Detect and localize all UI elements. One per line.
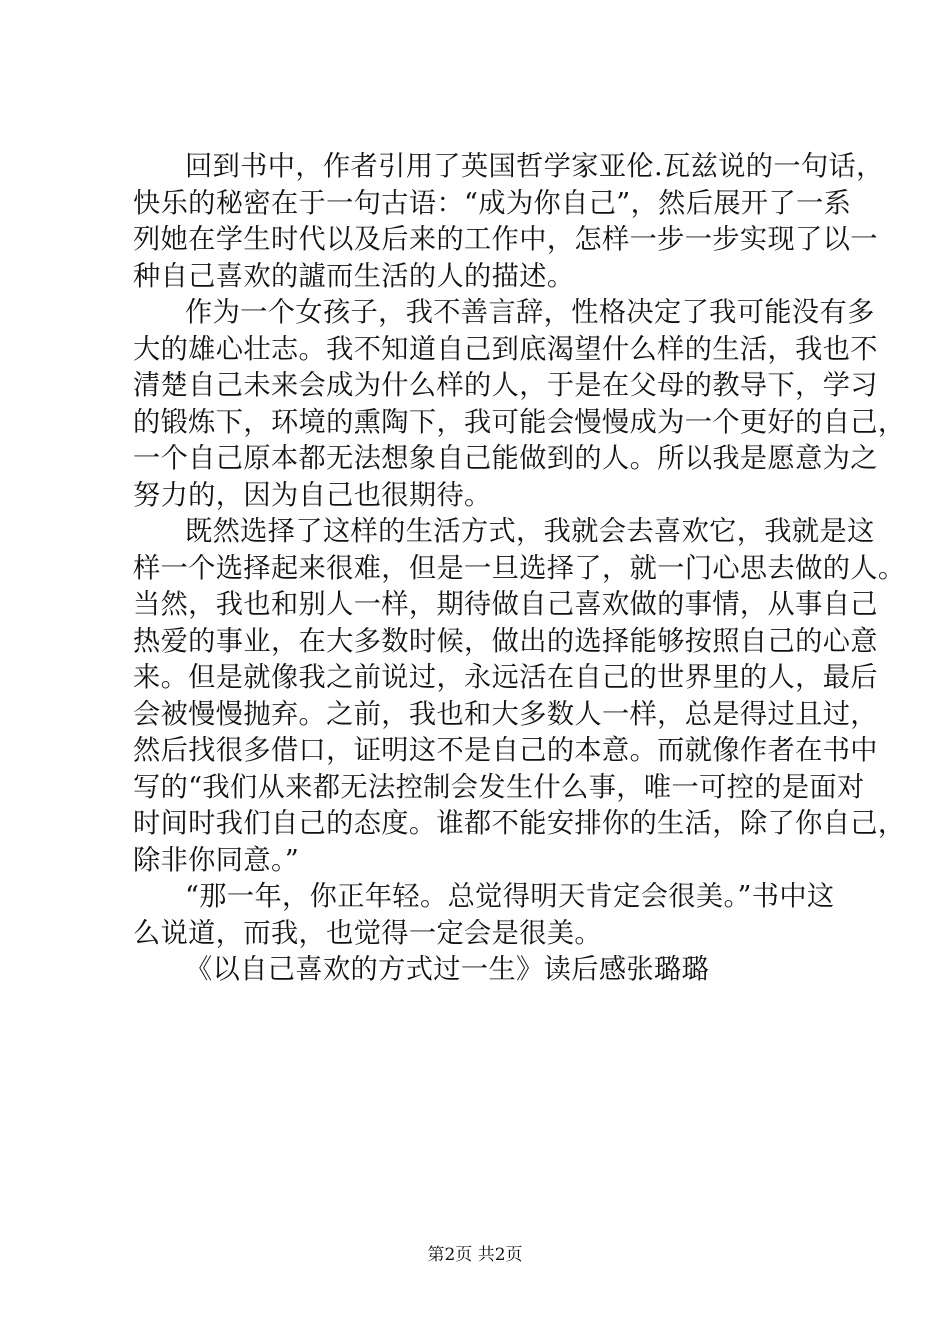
text-line: 除非你同意。” <box>133 844 300 876</box>
text-line: 热爱的事业，在大多数时候，做出的选择能够按照自己的心意 <box>133 625 878 657</box>
text-line: 样一个选择起来很难，但是一旦选择了，就一门心思去做的人。 <box>133 552 906 584</box>
text-line: 当然，我也和别人一样，期待做自己喜欢做的事情，从事自己 <box>133 589 878 620</box>
text-line: 的锻炼下，环境的熏陶下，我可能会慢慢成为一个更好的自己， <box>133 406 906 438</box>
text-line: 清楚自己未来会成为什么样的人，于是在父母的教导下，学习 <box>133 370 878 401</box>
text-line: 一个自己原本都无法想象自己能做到的人。所以我是愿意为之 <box>133 443 878 474</box>
text-line: 快乐的秘密在于一句古语：“成为你自己”，然后展开了一系 <box>133 187 852 219</box>
text-line: 然后找很多借口，证明这不是自己的本意。而就像作者在书中 <box>133 735 878 766</box>
page-number-label: 第2页 共2页 <box>427 1245 523 1265</box>
text-line: 来。但是就像我之前说过，永远活在自己的世界里的人，最后 <box>133 662 878 693</box>
text-line: 列她在学生时代以及后来的工作中，怎样一步一步实现了以一 <box>133 224 878 255</box>
page-footer <box>0 1244 950 1266</box>
text-line: 既然选择了这样的生活方式，我就会去喜欢它，我就是这 <box>185 516 875 547</box>
text-line: “那一年，你正年轻。总觉得明天肯定会很美。”书中这 <box>185 881 835 912</box>
text-line: 种自己喜欢的謯而生活的人的描述。 <box>133 260 575 292</box>
article-title-line: 《以自己喜欢的方式过一生》读后感张璐璐 <box>185 954 710 985</box>
text-line: 作为一个女孩子，我不善言辞，性格决定了我可能没有多 <box>185 297 875 328</box>
text-line: 回到书中，作者引用了英国哲学家亚伦.瓦兹说的一句话， <box>185 151 884 182</box>
text-line: 时间时我们自己的态度。谁都不能安排你的生活，除了你自己， <box>133 808 906 839</box>
text-line: 么说道，而我，也觉得一定会是很美。 <box>133 917 602 949</box>
text-line: 会被慢慢抛弃。之前，我也和大多数人一样，总是得过且过， <box>133 698 878 730</box>
text-line: 努力的，因为自己也很期待。 <box>133 479 492 511</box>
text-line: 写的“我们从来都无法控制会发生什么事，唯一可控的是面对 <box>133 771 865 803</box>
text-line: 大的雄心壮志。我不知道自己到底渴望什么样的生活，我也不 <box>133 333 878 365</box>
document-body <box>133 149 906 989</box>
